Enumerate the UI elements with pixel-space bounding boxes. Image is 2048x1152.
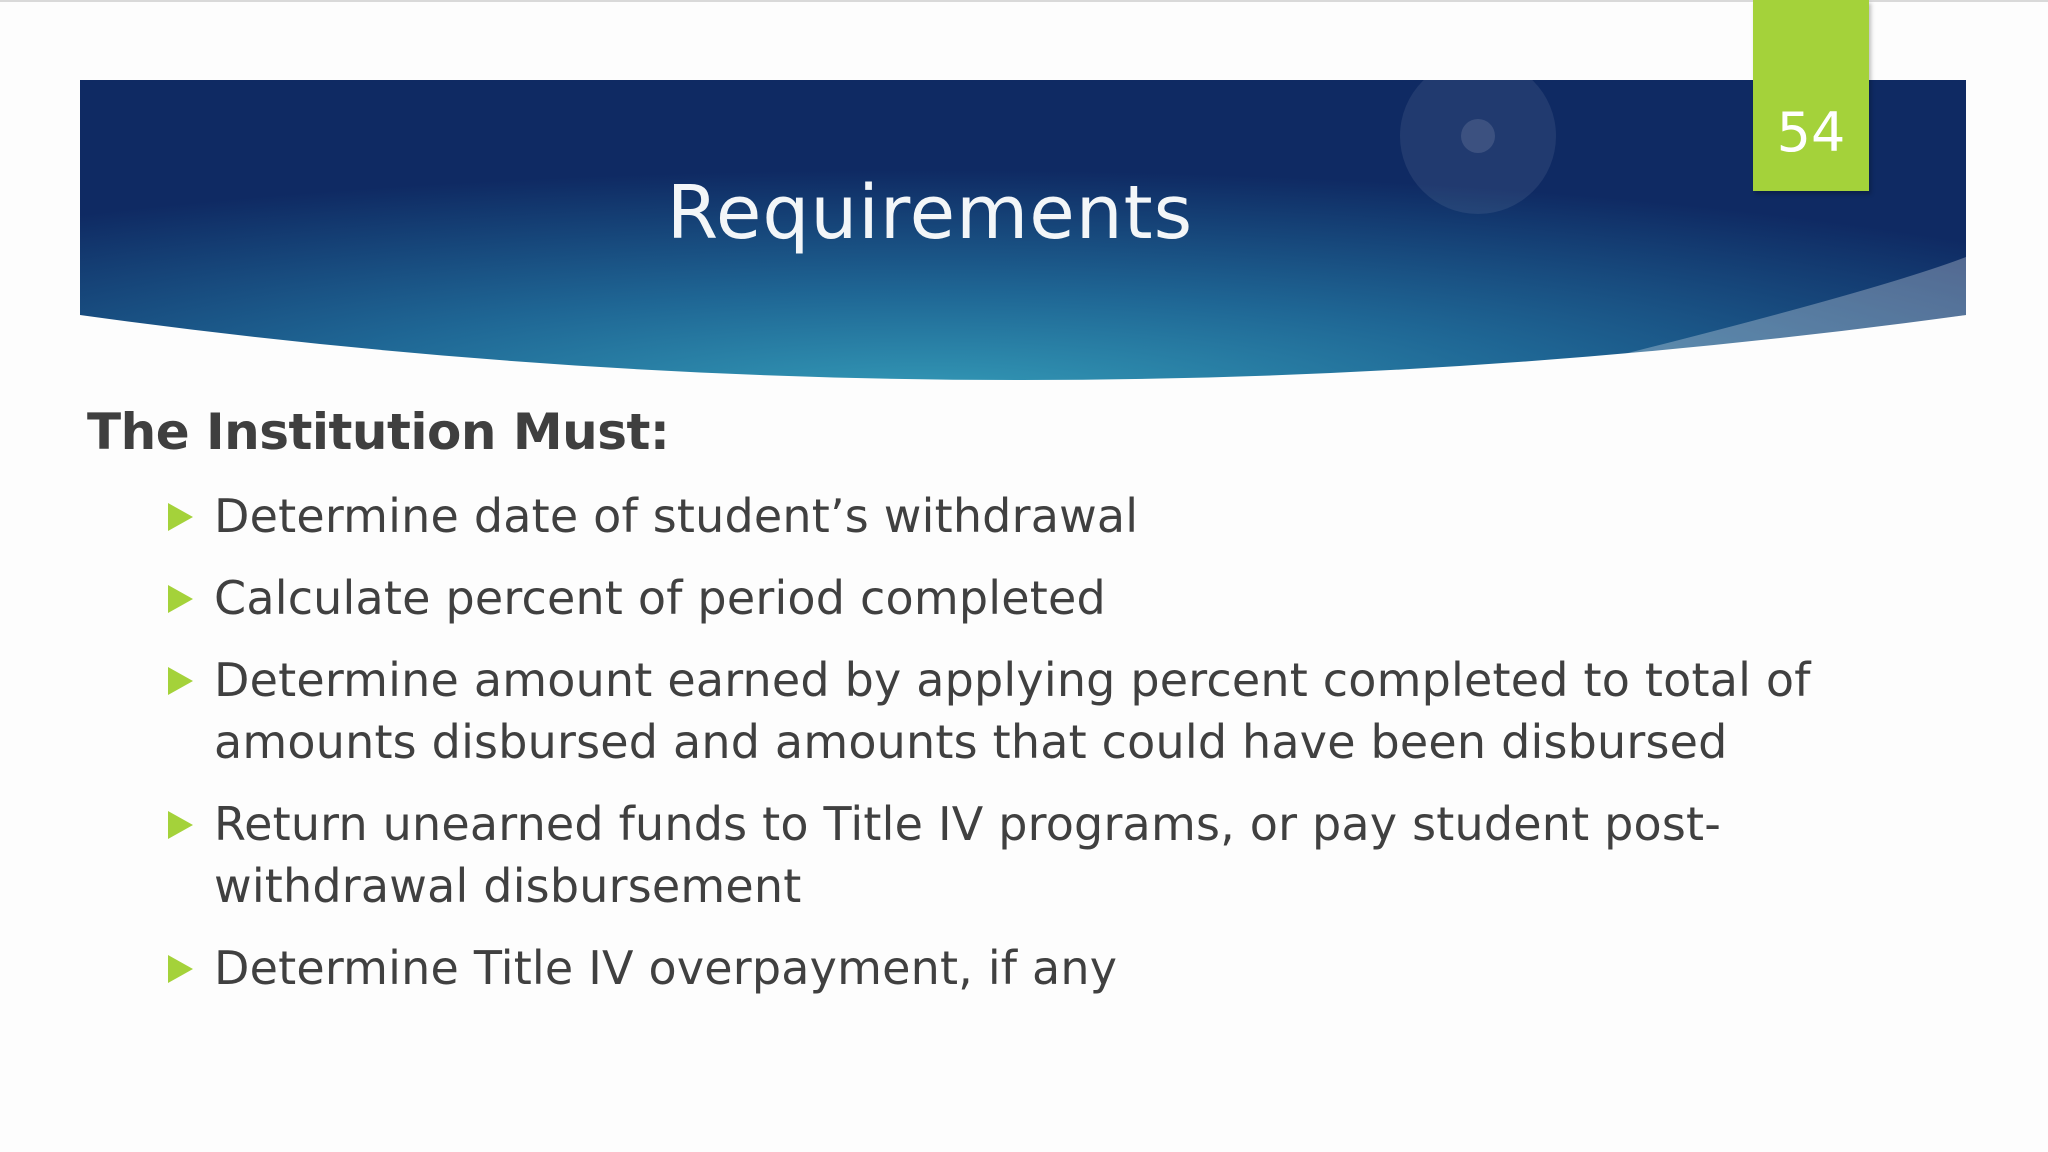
page-number: 54 [1776,101,1846,164]
bullet-text: Determine Title IV overpayment, if any [214,941,1118,995]
bullet-arrow-icon [168,811,193,839]
bullet-arrow-icon [168,955,193,983]
list-item [168,649,1968,773]
bullet-arrow-icon [168,667,193,695]
section-heading: The Institution Must: [87,403,670,461]
bullet-text: Calculate percent of period completed [214,571,1106,625]
list-item [168,567,1968,629]
bullet-arrow-icon [168,585,193,613]
bullet-text: Determine date of student’s withdrawal [214,489,1139,543]
slide-title: Requirements [666,170,1194,256]
list-item [168,485,1968,547]
bullet-text: Determine amount earned by applying percent completed to total of amounts disbursed and amounts that could have been disbursed [214,653,1811,769]
list-item [168,937,1968,999]
bullet-text: Return unearned funds to Title IV programs, or pay student post-withdrawal disbursement [214,797,1722,913]
requirements-list [168,485,1968,1019]
list-item [168,793,1968,917]
bullet-arrow-icon [168,503,193,531]
